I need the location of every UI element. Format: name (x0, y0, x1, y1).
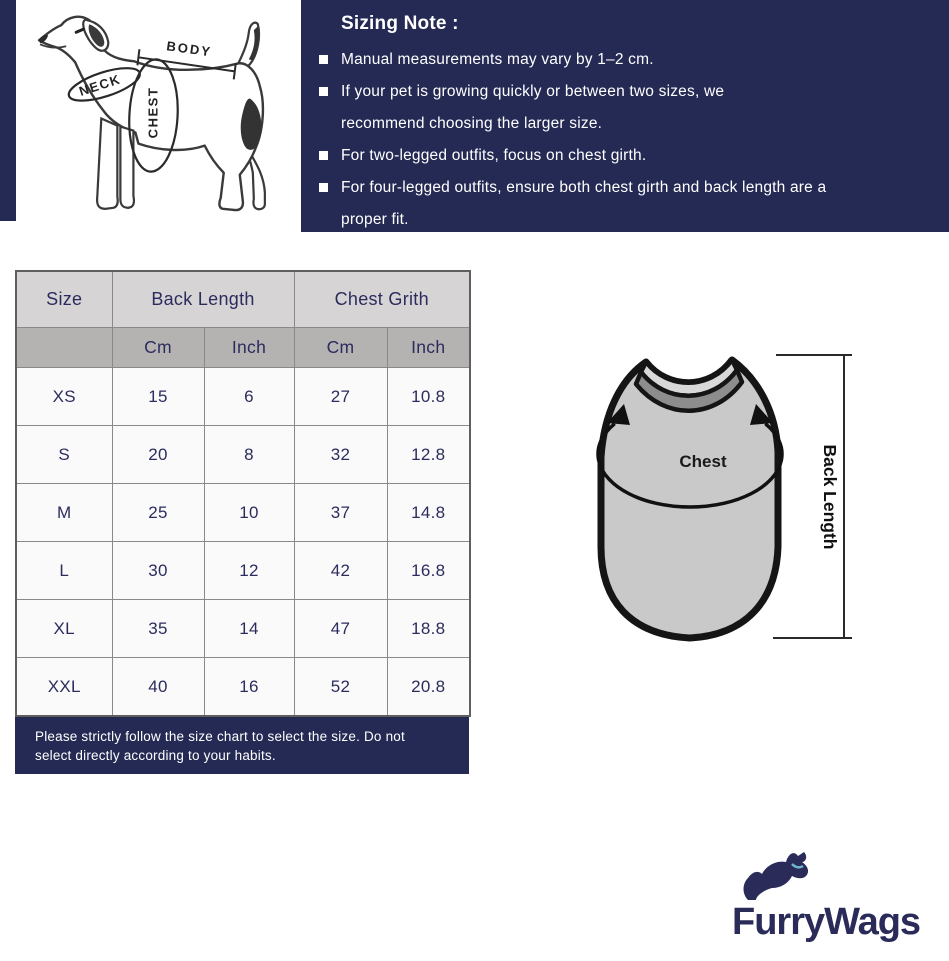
cell-back-inch: 6 (204, 368, 294, 426)
cell-chest-cm: 42 (294, 542, 387, 600)
cell-back-inch: 14 (204, 600, 294, 658)
table-units-row (16, 328, 470, 368)
sizing-note-bullet (319, 76, 925, 140)
units-cm: Cm (294, 328, 387, 368)
table-row (16, 426, 470, 484)
cell-chest-cm: 52 (294, 658, 387, 717)
cell-back-cm: 20 (112, 426, 204, 484)
logo-text: FurryWags (732, 901, 921, 943)
bullet-text: If your pet is growing quickly or between two sizes, we (341, 83, 725, 100)
cell-chest-inch: 18.8 (387, 600, 470, 658)
cell-chest-inch: 20.8 (387, 658, 470, 717)
neck-label: NECK (77, 71, 123, 99)
table-row (16, 368, 470, 426)
dog-front-leg (97, 119, 118, 209)
bullet-square-icon (319, 87, 328, 96)
cell-back-inch: 10 (204, 484, 294, 542)
cell-back-inch: 12 (204, 542, 294, 600)
table-row (16, 658, 470, 717)
logo-dog-silhouette (744, 852, 809, 900)
cell-chest-cm: 27 (294, 368, 387, 426)
units-empty-cell (16, 328, 112, 368)
footnote-line: select directly according to your habits. (35, 748, 276, 763)
table-row (16, 484, 470, 542)
left-accent-bar (0, 0, 16, 221)
dog-diagram-drawing (16, 0, 302, 221)
cell-back-cm: 30 (112, 542, 204, 600)
cell-chest-cm: 37 (294, 484, 387, 542)
table-row (16, 542, 470, 600)
size-chart-footnote (15, 717, 469, 774)
chest-label: Chest (679, 452, 727, 471)
cell-size: XL (16, 600, 112, 658)
bullet-text: Manual measurements may vary by 1–2 cm. (341, 51, 654, 68)
cell-back-inch: 16 (204, 658, 294, 717)
dog-measurement-diagram (16, 0, 302, 221)
cell-back-cm: 35 (112, 600, 204, 658)
footnote-line: Please strictly follow the size chart to select the size. Do not (35, 729, 405, 744)
garment-measurement-diagram (580, 332, 880, 652)
sizing-note-bullet (319, 172, 925, 236)
garment-diagram-drawing (580, 332, 880, 652)
sizing-note-bullet (319, 140, 925, 172)
chest-label: CHEST (145, 86, 161, 139)
cell-size: XXL (16, 658, 112, 717)
cell-chest-inch: 14.8 (387, 484, 470, 542)
bullet-square-icon (319, 183, 328, 192)
bullet-text: For four-legged outfits, ensure both chest girth and back length are a (341, 179, 827, 196)
cell-chest-inch: 10.8 (387, 368, 470, 426)
units-cm: Cm (112, 328, 204, 368)
dog-front-leg-back (120, 127, 134, 208)
body-label: BODY (165, 38, 213, 60)
sizing-note-title: Sizing Note : (341, 13, 459, 34)
cell-chest-inch: 12.8 (387, 426, 470, 484)
bullet-square-icon (319, 151, 328, 160)
table-row (16, 600, 470, 658)
bullet-square-icon (319, 55, 328, 64)
cell-back-cm: 15 (112, 368, 204, 426)
cell-back-cm: 25 (112, 484, 204, 542)
bullet-text: recommend choosing the larger size. (341, 115, 603, 132)
cell-size: L (16, 542, 112, 600)
cell-back-cm: 40 (112, 658, 204, 717)
col-header-chest-girth: Chest Grith (294, 271, 470, 328)
furrywags-logo (728, 850, 943, 955)
cell-size: XS (16, 368, 112, 426)
cell-chest-cm: 47 (294, 600, 387, 658)
sizing-note-box (301, 0, 949, 232)
back-length-label: Back Length (820, 444, 840, 550)
col-header-back-length: Back Length (112, 271, 294, 328)
cell-size: S (16, 426, 112, 484)
table-header-row (16, 271, 470, 328)
bullet-text: For two-legged outfits, focus on chest girth. (341, 147, 647, 164)
units-inch: Inch (387, 328, 470, 368)
cell-chest-cm: 32 (294, 426, 387, 484)
col-header-size: Size (16, 271, 112, 328)
cell-back-inch: 8 (204, 426, 294, 484)
cell-chest-inch: 16.8 (387, 542, 470, 600)
size-chart-section (15, 270, 469, 774)
sizing-note-bullet (319, 44, 925, 76)
furrywags-logo-drawing (728, 850, 943, 955)
bullet-text: proper fit. (341, 211, 409, 228)
size-chart-table (15, 270, 471, 717)
units-inch: Inch (204, 328, 294, 368)
cell-size: M (16, 484, 112, 542)
